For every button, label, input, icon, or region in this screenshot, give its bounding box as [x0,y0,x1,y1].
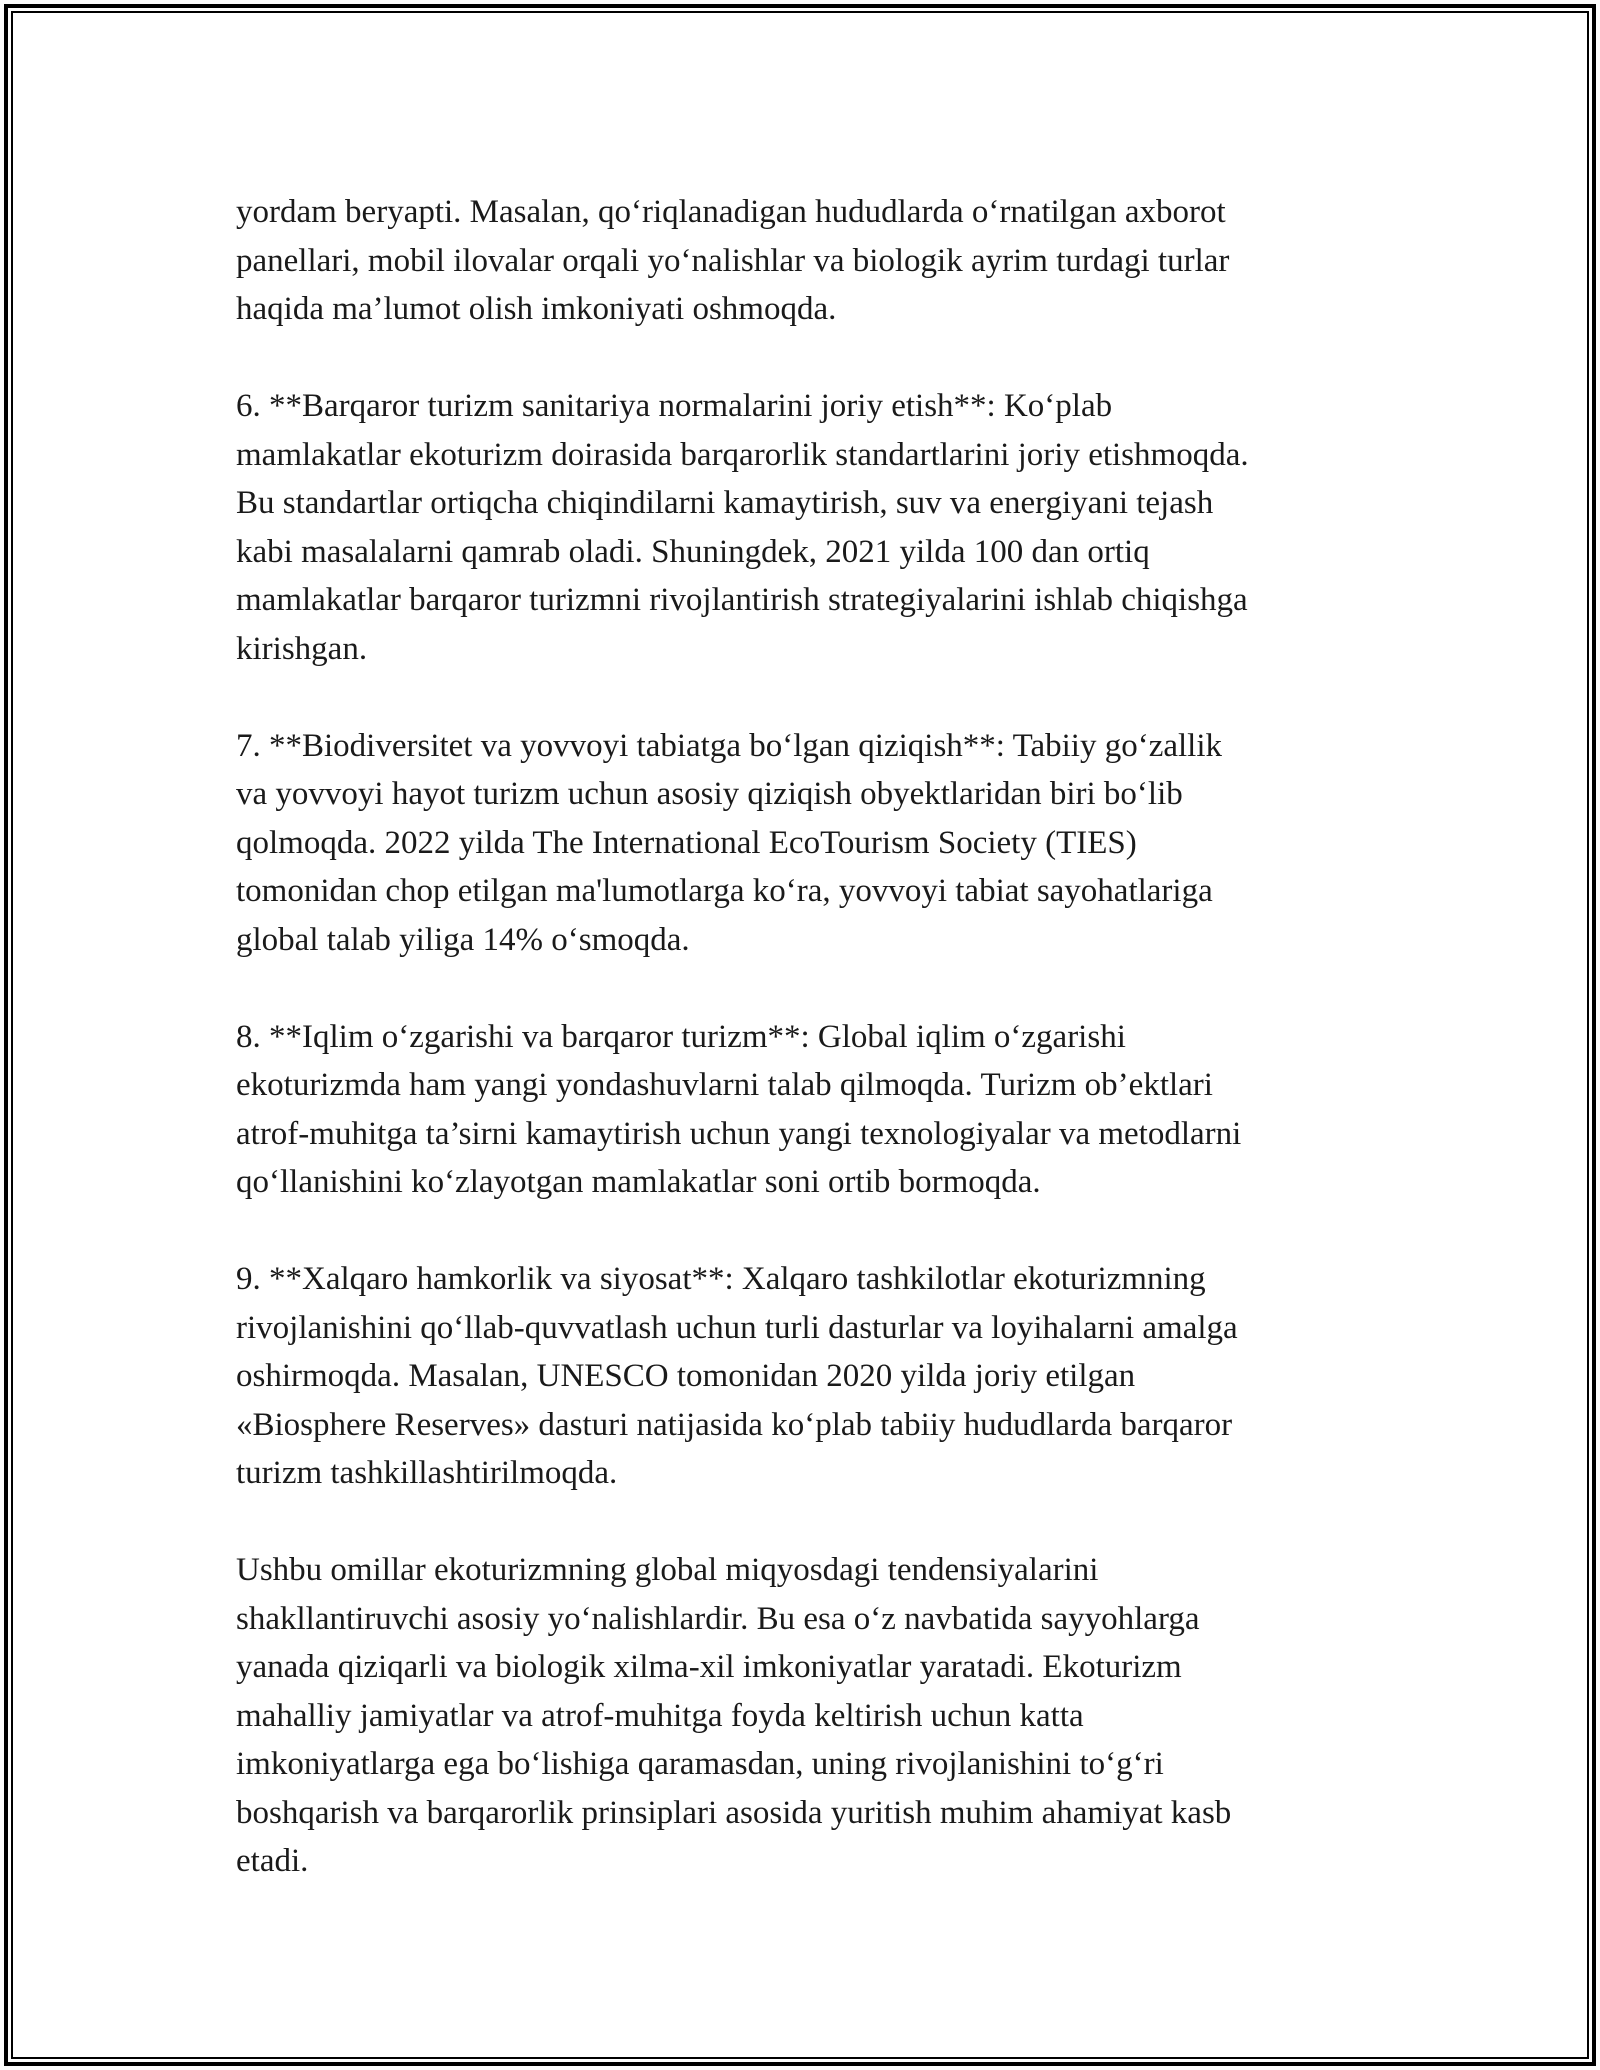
document-body [236,188,1386,1886]
paragraph-continuation: yordam beryapti. Masalan, qo‘riqlanadigan hududlarda o‘rnatilgan axborot panellari, mobil ilovalar orqali yo‘nalishlar va biologik ayrim turdagi turlar haqida ma’lumot olish imkoniyati oshmoqda. [236,194,1230,327]
paragraph-item-7: 7. **Biodiversitet va yovvoyi tabiatga bo‘lgan qiziqish**: Tabiiy go‘zallik va yovvoyi hayot turizm uchun asosiy qiziqish obyektlaridan biri bo‘lib qolmoqda. 2022 yilda The International EcoTourism Society (TIES) tomonidan chop etilgan ma'lumotlarga ko‘ra, yovvoyi tabiat sayohatlariga global talab yiliga 14% o‘smoqda. [236,727,1222,958]
paragraph-conclusion: Ushbu omillar ekoturizmning global miqyosdagi tendensiyalarini shakllantiruvchi asosiy yo‘nalishlardir. Bu esa o‘z navbatida sayyohlarga yanada qiziqarli va biologik xilma-xil imkoniyatlar yaratadi. Ekoturizm mahalliy jamiyatlar va atrof-muhitga foyda keltirish uchun katta imkoniyatlarga ega bo‘lishiga qaramasdan, uning rivojlanishini to‘g‘ri boshqarish va barqarorlik prinsiplari asosida yuritish muhim ahamiyat kasb etadi. [236,1552,1232,1879]
paragraph-item-8: 8. **Iqlim o‘zgarishi va barqaror turizm**: Global iqlim o‘zgarishi ekoturizmda ham yangi yondashuvlarni talab qilmoqda. Turizm ob’ektlari atrof-muhitga ta’sirni kamaytirish uchun yangi texnologiyalar va metodlarni qo‘llanishini ko‘zlayotgan mamlakatlar soni ortib bormoqda. [236,1018,1242,1200]
paragraph-item-9: 9. **Xalqaro hamkorlik va siyosat**: Xalqaro tashkilotlar ekoturizmning rivojlanishini qo‘llab-quvvatlash uchun turli dasturlar va loyihalarni amalga oshirmoqda. Masalan, UNESCO tomonidan 2020 yilda joriy etilgan «Biosphere Reserves» dasturi natijasida ko‘plab tabiiy hududlarda barqaror turizm tashkillashtirilmoqda. [236,1261,1238,1491]
paragraph-item-6: 6. **Barqaror turizm sanitariya normalarini joriy etish**: Ko‘plab mamlakatlar ekoturizm doirasida barqarorlik standartlarini joriy etishmoqda. Bu standartlar ortiqcha chiqindilarni kamaytirish, suv va energiyani tejash kabi masalalarni qamrab oladi. Shuningdek, 2021 yilda 100 dan ortiq mamlakatlar barqaror turizmni rivojlantirish strategiyalarini ishlab chiqishga kirishgan. [236,388,1249,667]
